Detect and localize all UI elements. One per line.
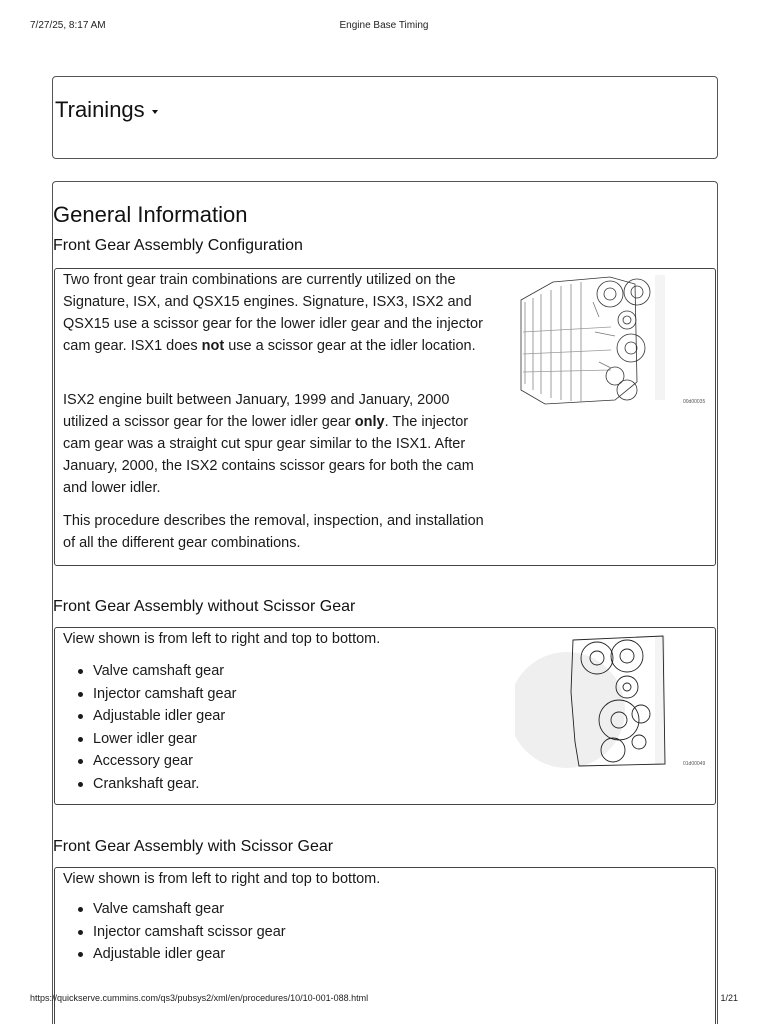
gear-list-with-scissor — [93, 898, 286, 966]
text-segment: . The injector cam gear was a straight cut spur gear similar to the ISX1. After January, 2000, the ISX2 contains scissor gears for both the cam and lower idler. — [63, 414, 474, 496]
source-url: https://quickserve.cummins.com/qs3/pubsys2/xml/en/procedures/10/10-001-088.html — [30, 993, 369, 1003]
accessory-gear — [606, 367, 624, 385]
list-item: Valve camshaft gear — [93, 898, 286, 921]
accessory-gear — [632, 705, 650, 723]
view-order-note: View shown is from left to right and top to bottom. — [63, 871, 381, 887]
gear-list-without-scissor — [93, 660, 236, 795]
list-item: Adjustable idler gear — [93, 943, 286, 966]
print-header — [0, 20, 768, 34]
adjustable-idler-hub — [623, 683, 631, 691]
print-footer — [0, 993, 768, 1007]
engine-details — [593, 302, 615, 368]
text-segment: Two front gear train combinations are currently utilized on the Signature, ISX, and QSX15 engines. Signature, ISX3, ISX2 and QSX15 use a scissor gear for the lower idler gear and the injector cam gear. ISX1 does — [63, 272, 483, 354]
paragraph-isx2-history — [63, 389, 493, 499]
list-item: Adjustable idler gear — [93, 705, 236, 728]
trainings-dropdown[interactable] — [55, 97, 158, 123]
auxiliary-gear — [632, 735, 646, 749]
list-item: Lower idler gear — [93, 728, 236, 751]
subheading-with-scissor-gear: Front Gear Assembly with Scissor Gear — [53, 838, 334, 855]
adjustable-idler-gear — [618, 311, 636, 329]
valve-cam-gear — [597, 281, 623, 307]
trainings-panel — [52, 76, 718, 159]
trainings-label: Trainings — [55, 97, 145, 122]
text-segment: use a scissor gear at the idler location. — [224, 338, 476, 354]
lower-idler-gear — [617, 334, 645, 362]
list-item: Injector camshaft scissor gear — [93, 921, 286, 944]
section-heading-general-information: General Information — [53, 202, 248, 227]
view-order-note: View shown is from left to right and top to bottom. — [63, 631, 381, 647]
caret-down-icon — [152, 110, 158, 114]
gear-train-front-view-illustration — [515, 632, 710, 770]
emphasis-only: only — [354, 414, 385, 430]
figure-background-shape — [655, 275, 665, 400]
list-item: Valve camshaft gear — [93, 660, 236, 683]
adjustable-idler-hub — [623, 316, 631, 324]
print-datetime: 7/27/25, 8:17 AM — [30, 20, 106, 31]
injector-cam-hub — [631, 286, 643, 298]
list-item: Injector camshaft gear — [93, 683, 236, 706]
valve-cam-hub — [604, 288, 616, 300]
paragraph-gear-combinations — [63, 269, 493, 357]
emphasis-not: not — [201, 338, 225, 354]
subheading-front-gear-configuration: Front Gear Assembly Configuration — [53, 237, 303, 254]
injector-cam-gear — [624, 279, 650, 305]
injector-camshaft-gear — [611, 640, 643, 672]
paragraph-procedure-description: This procedure describes the removal, inspection, and installation of all the different gear combinations. — [63, 513, 484, 551]
engine-side-lines — [523, 327, 611, 372]
list-item: Crankshaft gear. — [93, 773, 236, 796]
subheading-without-scissor-gear: Front Gear Assembly without Scissor Gear — [53, 598, 356, 615]
injector-camshaft-hub — [620, 649, 634, 663]
page-number: 1/21 — [720, 993, 738, 1003]
print-page-title: Engine Base Timing — [339, 20, 429, 31]
figure2-caption: 01d00049 — [683, 761, 706, 767]
lower-idler-hub — [625, 342, 637, 354]
engine-ribs — [525, 282, 581, 402]
list-item: Accessory gear — [93, 750, 236, 773]
text-segment: ISX2 engine built between January, 1999 and January, 2000 utilized a scissor gear for the lower idler gear — [63, 392, 450, 430]
engine-front-gear-illustration — [515, 272, 710, 407]
figure1-caption: 00d00035 — [683, 399, 706, 405]
